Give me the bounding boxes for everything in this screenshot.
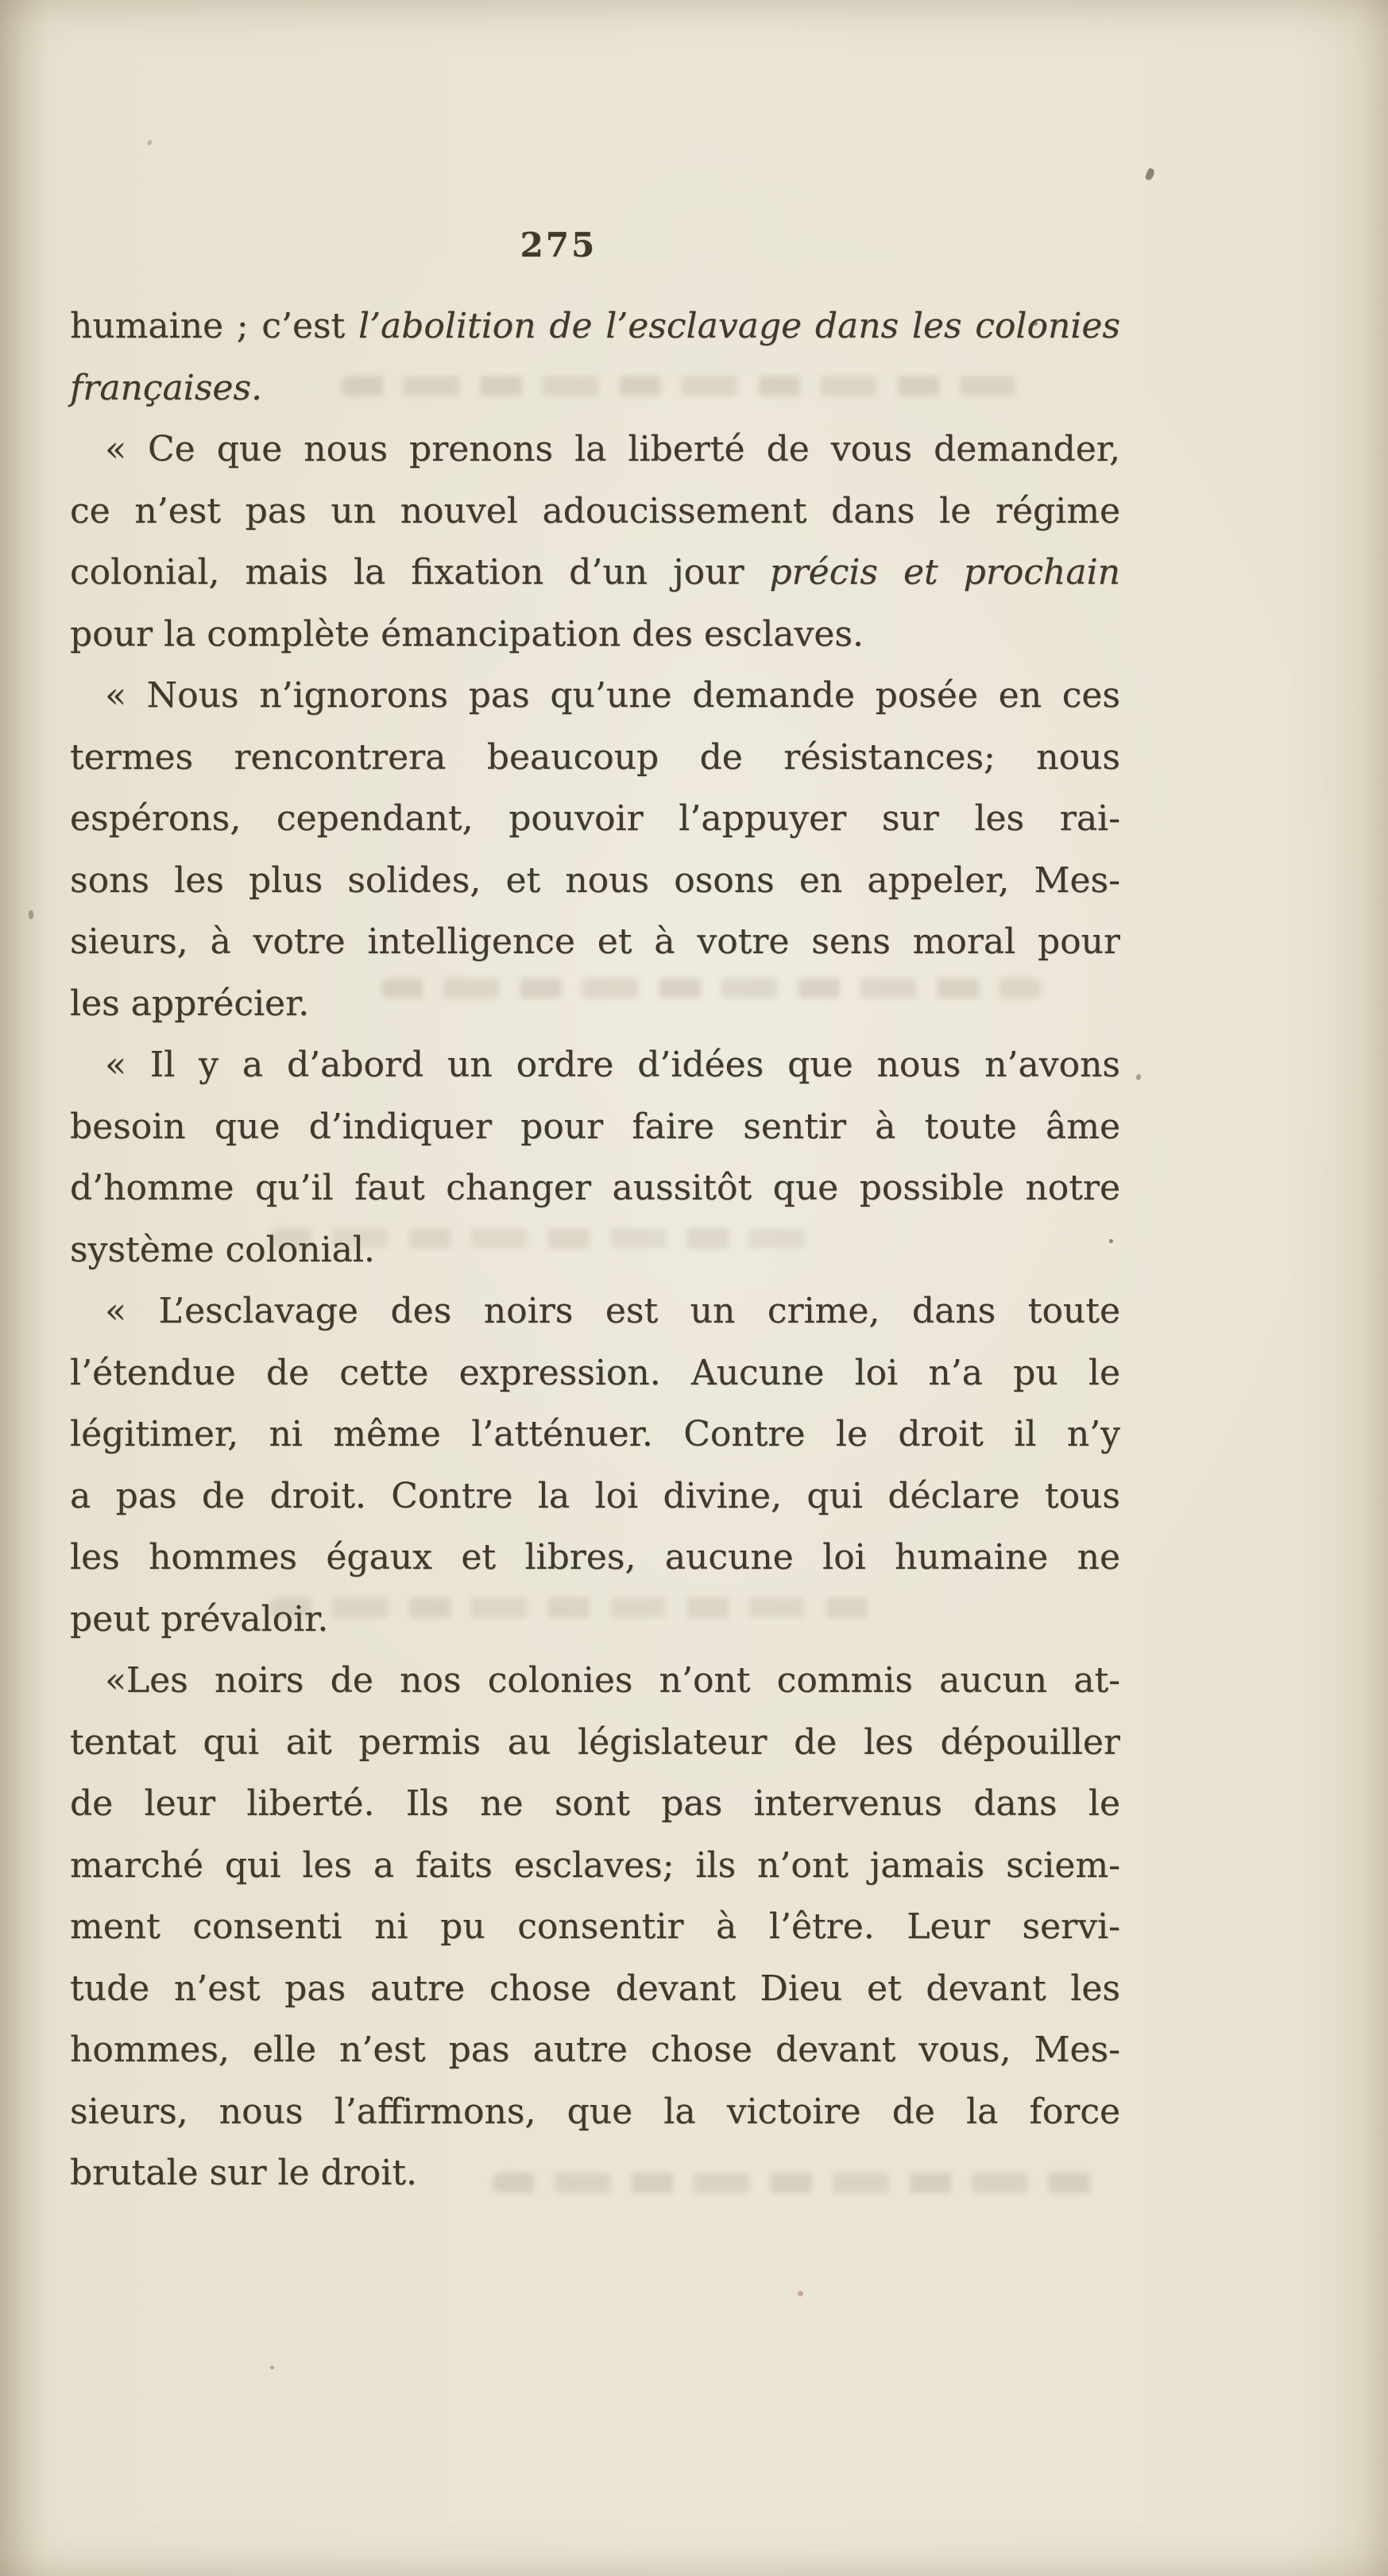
text-line [70,2142,1120,2204]
text-segment: a pas de droit. Contre la loi divine, qui déclare tous [70,1475,1120,1516]
text-line [70,1342,1120,1404]
text-line [70,1404,1120,1466]
text-segment: pour la complète émancipation des esclaves. [70,613,864,655]
text-line [70,1896,1120,1958]
text-line [70,1712,1120,1774]
italic-text-segment: précis et prochain [769,552,1120,593]
italic-text-segment: françaises. [70,367,263,408]
text-line [70,604,1120,666]
paper-speck [798,2291,803,2296]
text-segment: termes rencontrera beaucoup de résistances; nous [70,736,1120,778]
text-segment: ment consenti ni pu consentir à l’être. Leur servi- [70,1906,1120,1947]
text-segment: « L’esclavage des noirs est un crime, dans toute [105,1291,1120,1331]
text-line [70,1280,1120,1342]
text-segment: sons les plus solides, et nous osons en appeler, Mes- [70,859,1120,901]
page-number: 275 [520,226,597,265]
text-segment: besoin que d’indiquer pour faire sentir à toute âme [70,1106,1120,1147]
text-line [70,481,1120,543]
text-segment: d’homme qu’il faut changer aussitôt que possible notre [70,1168,1120,1208]
text-line [70,1650,1120,1712]
text-segment: de leur liberté. Ils ne sont pas intervenus dans le [70,1783,1120,1824]
text-line [70,850,1120,912]
text-line [70,1958,1120,2020]
text-line [70,665,1120,727]
text-line [70,295,1120,357]
text-segment: système colonial. [70,1229,375,1270]
text-line [70,1835,1120,1897]
text-line [70,727,1120,789]
text-segment: humaine ; c’est [70,306,358,346]
text-line [70,1219,1120,1281]
text-segment: brutale sur le droit. [70,2153,418,2193]
text-line [70,1466,1120,1527]
text-segment: sieurs, nous l’affirmons, que la victoire de la force [70,2091,1120,2132]
text-line [70,788,1120,850]
paper-speck [270,2366,274,2369]
text-segment: espérons, cependant, pouvoir l’appuyer sur les rai- [70,798,1120,839]
text-segment: tude n’est pas autre chose devant Dieu et devant les [70,1968,1120,2009]
text-line [70,911,1120,973]
text-segment: légitimer, ni même l’atténuer. Contre le droit il n’y [70,1414,1120,1454]
text-segment: « Nous n’ignorons pas qu’une demande posée en ces [105,675,1120,716]
text-line [70,973,1120,1035]
text-segment: « Ce que nous prenons la liberté de vous demander, [105,429,1120,469]
paper-speck [29,910,33,919]
text-line [70,357,1120,419]
text-segment: ce n’est pas un nouvel adoucissement dans le régime [70,490,1120,531]
italic-text-segment: l’abolition de l’esclavage dans les colonies [358,306,1120,346]
text-segment: « Il y a d’abord un ordre d’idées que nous n’avons [105,1045,1120,1085]
text-line [70,419,1120,481]
text-segment: colonial, mais la fixation d’un jour [70,552,770,593]
text-segment: tentat qui ait permis au législateur de les dépouiller [70,1721,1120,1763]
text-line [70,1527,1120,1589]
text-line [70,1157,1120,1219]
text-segment: hommes, elle n’est pas autre chose devant vous, Mes- [70,2030,1120,2070]
page-text-block [70,295,1120,2204]
text-segment: sieurs, à votre intelligence et à votre sens moral pour [70,921,1120,962]
text-segment: marché qui les a faits esclaves; ils n’ont jamais sciem- [70,1844,1120,1886]
text-line [70,2081,1120,2143]
paper-speck [1145,168,1156,181]
text-line [70,1589,1120,1651]
text-segment: peut prévaloir. [70,1598,329,1639]
text-segment: «Les noirs de nos colonies n’ont commis aucun at- [105,1660,1120,1701]
text-line [70,542,1120,604]
text-segment: les hommes égaux et libres, aucune loi humaine ne [70,1537,1120,1578]
text-line [70,1773,1120,1835]
paper-speck [1135,1073,1142,1080]
text-segment: les apprécier. [70,983,310,1024]
text-line [70,1034,1120,1096]
text-segment: l’étendue de cette expression. Aucune loi n’a pu le [70,1352,1120,1393]
text-line [70,1096,1120,1158]
text-line [70,2019,1120,2081]
paper-speck [147,139,153,146]
